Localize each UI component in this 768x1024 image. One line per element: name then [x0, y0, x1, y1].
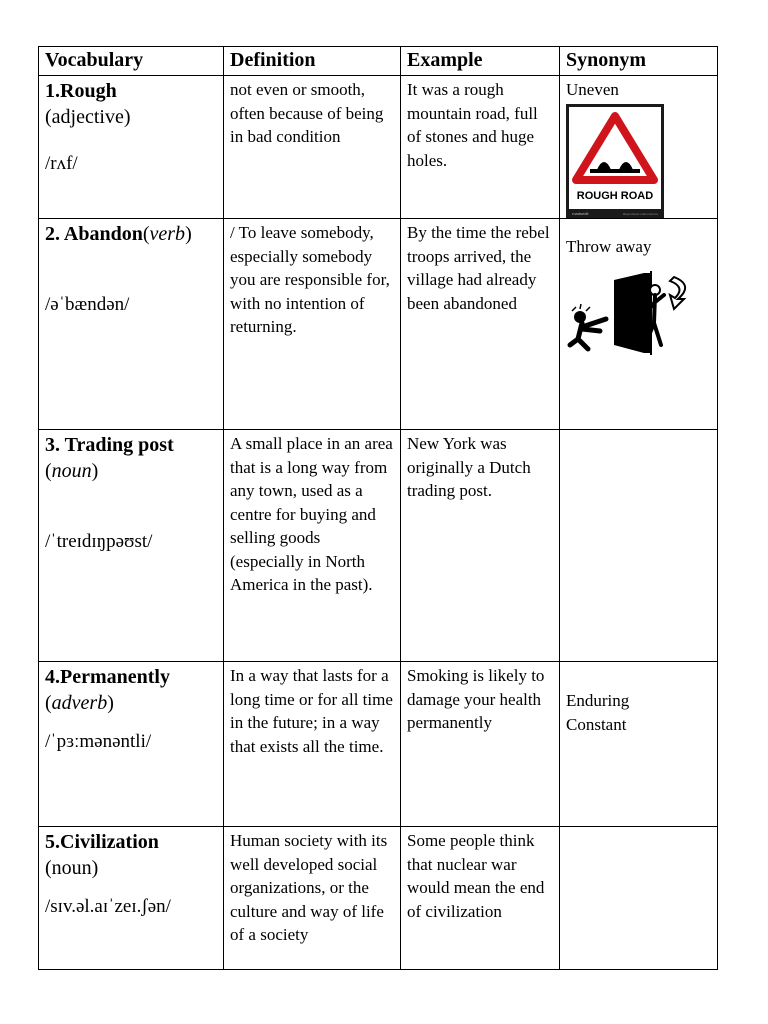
synonym-cell — [560, 662, 718, 827]
part-of-speech: (noun) — [45, 857, 99, 879]
pronunciation: /ˈpɜːmənəntli/ — [45, 731, 152, 752]
definition-cell: A small place in an area that is a long way from any town, used as a centre for buying and selling goods (especially in North America in the past). — [224, 430, 401, 662]
table-row — [39, 430, 718, 662]
term: 3. Trading post — [45, 434, 174, 456]
definition-cell: Human society with its well developed social organizations, or the culture and way of life of a society — [224, 827, 401, 970]
synonym-cell — [560, 430, 718, 662]
pronunciation: /sɪv.əl.aɪˈzeɪ.ʃən/ — [45, 896, 171, 917]
synonym-cell — [560, 219, 718, 430]
table-row — [39, 827, 718, 970]
term: 5.Civilization — [45, 831, 159, 853]
pronunciation: /ˈtreɪdɪŋpəʊst/ — [45, 531, 153, 552]
synonym-text: Uneven — [566, 80, 619, 99]
vocab-cell — [39, 827, 224, 970]
table-row — [39, 662, 718, 827]
svg-text:ROUGH ROAD: ROUGH ROAD — [576, 189, 654, 202]
synonym-cell — [560, 76, 718, 219]
table-row — [39, 219, 718, 430]
vocab-cell — [39, 219, 224, 430]
synonym-cell — [560, 827, 718, 970]
synonym-text: Throw away — [566, 237, 652, 256]
header-definition: Definition — [224, 47, 401, 76]
definition-cell: / To leave somebody, especially somebody you are responsible for, with no intention of returning. — [224, 219, 401, 430]
synonym-text: Constant — [566, 714, 627, 734]
vocabulary-table — [38, 46, 718, 970]
svg-text:roadsedit: roadsedit — [572, 210, 589, 216]
term: 1.Rough — [45, 80, 117, 102]
example-cell: It was a rough mountain road, full of stones and huge holes. — [401, 76, 560, 219]
header-vocabulary: Vocabulary — [39, 47, 224, 76]
pronunciation: /rʌf/ — [45, 153, 78, 174]
header-synonym: Synonym — [560, 47, 718, 76]
part-of-speech: (adverb) — [45, 692, 114, 714]
definition-cell: not even or smooth, often because of being in bad condition — [224, 76, 401, 219]
term: 2. Abandon(verb) — [45, 223, 192, 245]
vocab-cell — [39, 76, 224, 219]
svg-text:Reproduced under licence: Reproduced under licence — [622, 211, 658, 216]
part-of-speech: (adjective) — [45, 106, 131, 128]
vocab-cell — [39, 662, 224, 827]
part-of-speech: (noun) — [45, 460, 99, 482]
example-cell: By the time the rebel troops arrived, the village had already been abandoned — [401, 219, 560, 430]
throw-away-illustration-icon — [566, 265, 696, 360]
rough-road-sign-icon — [566, 104, 664, 218]
definition-cell: In a way that lasts for a long time or for all time in the future; in a way that exists all the time. — [224, 662, 401, 827]
synonym-text: Enduring — [566, 691, 630, 710]
example-cell: New York was originally a Dutch trading post. — [401, 430, 560, 662]
example-cell: Some people think that nuclear war would mean the end of civilization — [401, 827, 560, 970]
vocab-cell — [39, 430, 224, 662]
term: 4.Permanently — [45, 666, 170, 688]
pronunciation: /əˈbændən/ — [45, 294, 130, 315]
header-row — [39, 47, 718, 76]
header-example: Example — [401, 47, 560, 76]
table-row — [39, 76, 718, 219]
example-cell: Smoking is likely to damage your health permanently — [401, 662, 560, 827]
